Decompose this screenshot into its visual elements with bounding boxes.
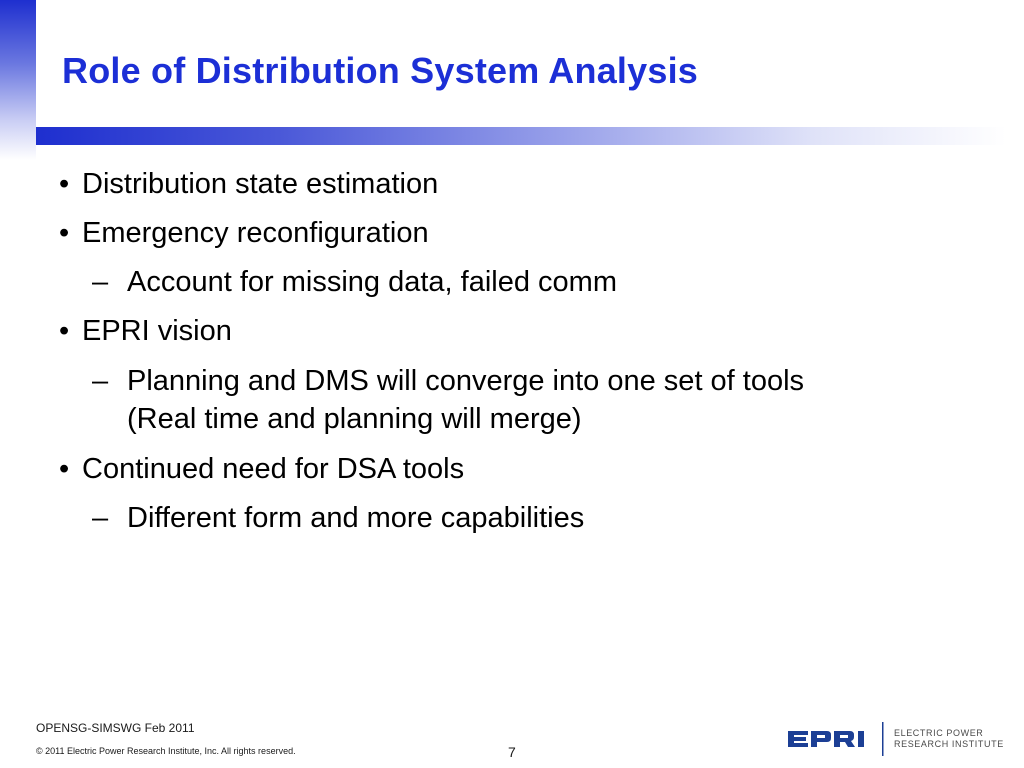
footer-event: OPENSG-SIMSWG Feb 2011	[36, 721, 195, 735]
bullet-icon: •	[59, 168, 70, 200]
sub-bullet-text: (Real time and planning will merge)	[127, 403, 582, 435]
epri-wordmark-icon	[786, 718, 886, 758]
slide-title: Role of Distribution System Analysis	[62, 50, 698, 91]
dash-icon: –	[92, 266, 109, 298]
bullet-text: Emergency reconfiguration	[82, 217, 429, 249]
bullet-icon: •	[59, 315, 70, 347]
bullet-text: EPRI vision	[82, 315, 232, 347]
sub-bullet-text: Planning and DMS will converge into one set of tools	[127, 365, 805, 397]
sub-bullet-text: Account for missing data, failed comm	[127, 266, 617, 298]
sub-bullet-text: Different form and more capabilities	[127, 502, 585, 534]
bullet-icon: •	[59, 453, 70, 485]
dash-icon: –	[92, 502, 109, 534]
bullet-text: Distribution state estimation	[82, 168, 439, 200]
epri-logo-line1: ELECTRIC POWER	[894, 728, 984, 738]
bullet-icon: •	[59, 217, 70, 249]
footer-copyright: © 2011 Electric Power Research Institute, Inc. All rights reserved.	[36, 746, 296, 756]
dash-icon: –	[92, 365, 109, 397]
page-number: 7	[508, 744, 516, 760]
bullet-text: Continued need for DSA tools	[82, 453, 465, 485]
epri-logo-line2: RESEARCH INSTITUTE	[894, 739, 1004, 749]
epri-logo-text	[894, 728, 1004, 750]
epri-logo	[786, 718, 1006, 758]
